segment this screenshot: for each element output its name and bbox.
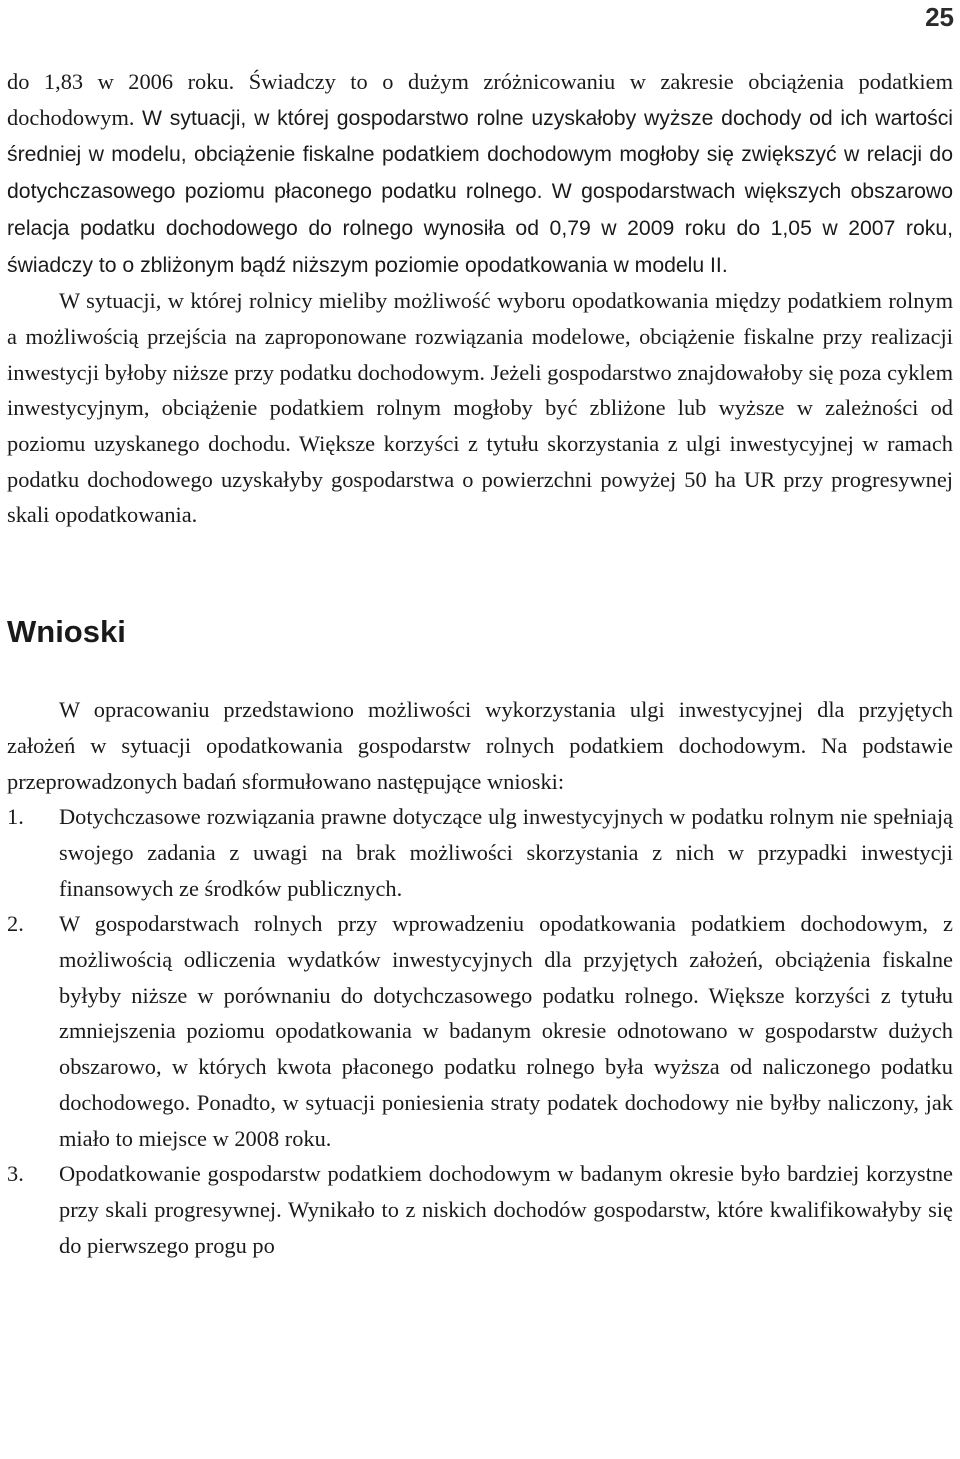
paragraph-1-lead: do 1,83 w 2006 roku. Świadczy to o dużym zróżnicowaniu w zakresie obciążenia podatkiem dochodowym.	[7, 69, 953, 130]
list-item	[7, 1156, 953, 1263]
paragraph-1-sans-text: W sytuacji, w której gospodarstwo rolne uzyskałoby wyższe dochody od ich wartości średniej w modelu, obciążenie fiskalne podatkiem dochodowym mogłoby się zwiększyć w relacji do dotychczasowego poziomu płaconego podatku rolnego. W gospodarstwach większych obszarowo relacja podatku dochodowego do rolnego wynosiła od 0,79 w 2009 roku do 1,05 w 2007 roku, świadczy to o zbliżonym bądź niższym poziomie opodatkowania w modelu II.	[7, 106, 953, 277]
conclusions-list	[7, 799, 953, 1263]
page-content	[7, 64, 953, 1263]
list-item-number: 2.	[7, 911, 24, 937]
list-item-number: 3.	[7, 1161, 24, 1187]
list-item-text: Opodatkowanie gospodarstw podatkiem dochodowym w badanym okresie było bardziej korzystne przy skali progresywnej. Wynikało to z niskich dochodów gospodarstw, które kwalifikowałyby się do pierwszego progu po	[59, 1161, 953, 1258]
page-number: 25	[925, 2, 954, 32]
body-paragraph-1	[7, 64, 953, 283]
section-heading: Wnioski	[7, 614, 126, 650]
list-item	[7, 799, 953, 906]
list-item-number: 1.	[7, 804, 24, 830]
list-item-text: Dotychczasowe rozwiązania prawne dotyczące ulg inwestycyjnych w podatku rolnym nie spełniają swojego zadania z uwagi na brak możliwości skorzystania z nich w przypadki inwestycji finansowych ze środków publicznych.	[59, 804, 953, 901]
conclusions-intro: W opracowaniu przedstawiono możliwości wykorzystania ulgi inwestycyjnej dla przyjętych założeń w sytuacji opodatkowania gospodarstw rolnych podatkiem dochodowym. Na podstawie przeprowadzonych badań sformułowano następujące wnioski:	[7, 697, 953, 794]
list-item	[7, 906, 953, 1156]
list-item-text: W gospodarstwach rolnych przy wprowadzeniu opodatkowania podatkiem dochodowym, z możliwością odliczenia wydatków inwestycyjnych dla przyjętych założeń, obciążenia fiskalne byłyby niższe w porównaniu do dotychczasowego podatku rolnego. Większe korzyści z tytułu zmniejszenia poziomu opodatkowania w badanym okresie odnotowano w gospodarstw dużych obszarowo, w których kwota płaconego podatku rolnego była wyższa od naliczonego podatku dochodowego. Ponadto, w sytuacji poniesienia straty podatek dochodowy nie byłby naliczony, jak miało to miejsce w 2008 roku.	[59, 911, 953, 1151]
body-paragraph-2: W sytuacji, w której rolnicy mieliby możliwość wyboru opodatkowania między podatkiem rolnym a możliwością przejścia na zaproponowane rozwiązania modelowe, obciążenie fiskalne przy realizacji inwestycji byłoby niższe przy podatku dochodowym. Jeżeli gospodarstwo znajdowałoby się poza cyklem inwestycyjnym, obciążenie podatkiem rolnym mogłoby być zbliżone lub wyższe w zależności od poziomu uzyskanego dochodu. Większe korzyści z tytułu skorzystania z ulgi inwestycyjnej w ramach podatku dochodowego uzyskałyby gospodarstwa o powierzchni powyżej 50 ha UR przy progresywnej skali opodatkowania.	[7, 288, 953, 528]
